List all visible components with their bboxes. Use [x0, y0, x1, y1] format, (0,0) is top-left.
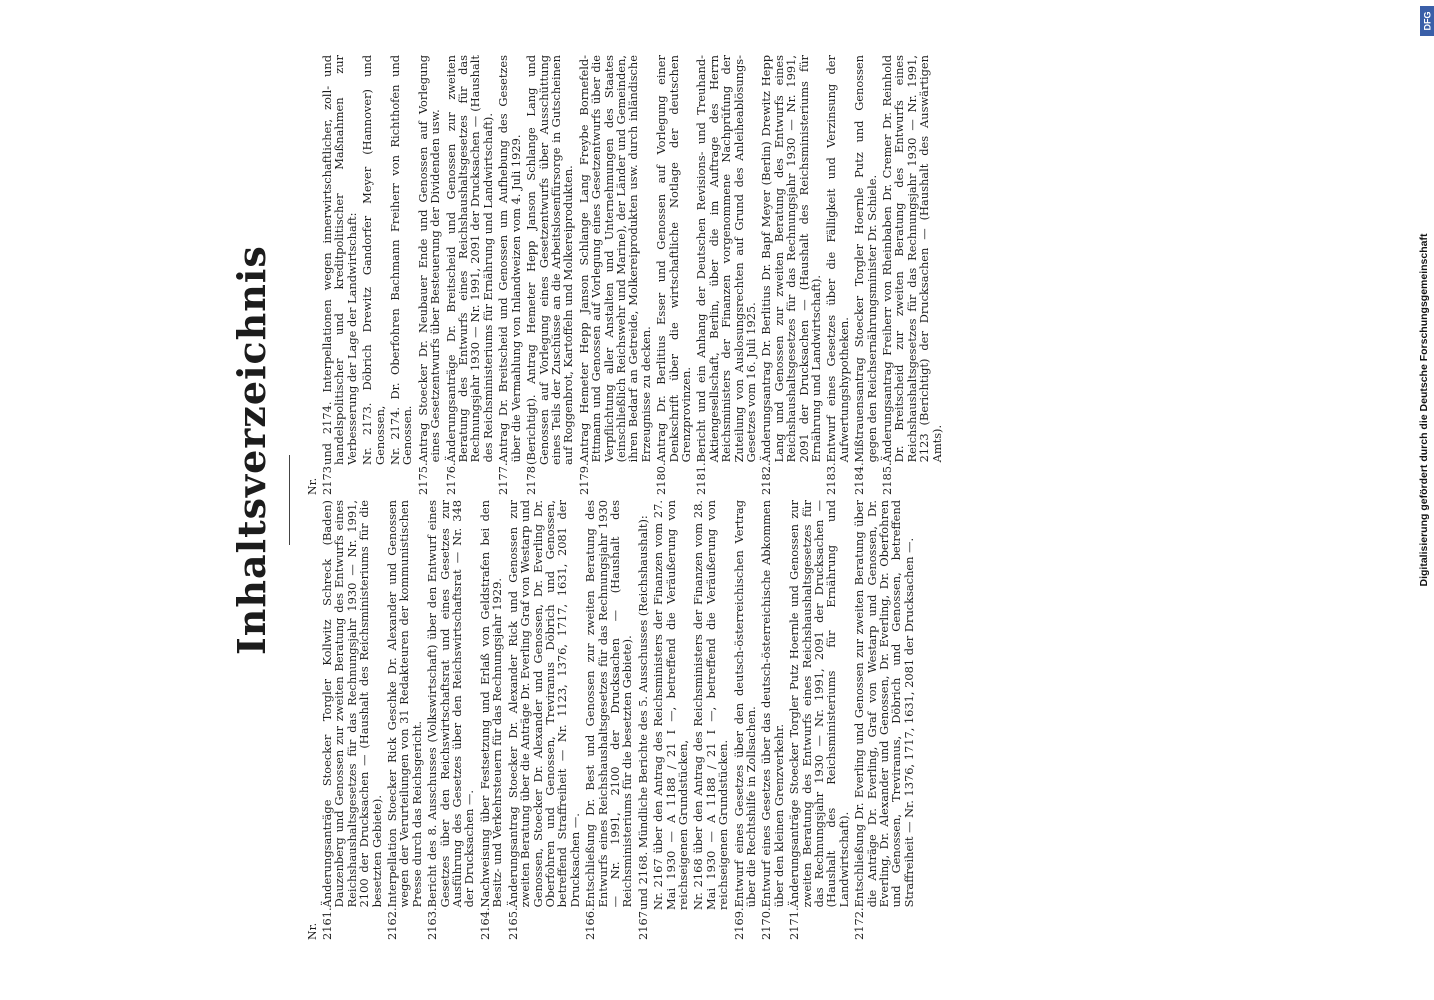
entry-number: 2185. — [880, 462, 895, 495]
list-item — [525, 55, 575, 495]
funding-note — [1418, 233, 1434, 587]
entry-text: Interpellation Stoecker Rick Geschke Dr. Alexander und Genossen wegen der Verurteilungen von 31 Redakteuren der kommunistischen Presse durch das Reichsgericht. — [385, 500, 424, 908]
entry-number: 2172. — [852, 907, 867, 940]
entry-number: 2182. — [759, 462, 774, 495]
entry-text: Nachweisung über Festsetzung und Erlaß von Geldstrafen bei den Besitz- und Verkehrsteuern für das Rechnungsjahr 1929. — [477, 500, 505, 908]
entry-number: 2177. — [496, 462, 511, 495]
entry-text: Antrag Hemeter Hepp Janson Schlange Lang Freybe Bornefeld-Ettmann und Genossen auf Vorlegung eines Gesetzentwurfs über die Verpflichtung aller Anstalten und Unternehmungen des Staates (einschließlich Reichswehr und Marine), der Länder und Gemeinden, ihren Bedarf an Getreide, Molkereiprodukten usw. durch inländische Erzeugnisse zu decken. — [576, 55, 653, 463]
list-item — [417, 55, 442, 495]
list-item — [497, 55, 522, 495]
list-item — [655, 55, 692, 495]
list-item — [637, 500, 649, 940]
right-column — [307, 55, 946, 495]
entry-text: Antrag Dr. Breitscheid und Genossen um Aufhebung des Gesetzes über die Vermahlung von Inlandweizen vom 4. Juli 1929. — [496, 55, 523, 463]
list-item — [760, 55, 822, 495]
page-title: Inhaltsverzeichnis — [229, 245, 274, 655]
entry-number: 2184. — [852, 462, 867, 495]
list-item — [479, 500, 504, 940]
title-rule — [289, 455, 290, 545]
entry-number: 2162. — [385, 907, 400, 940]
entry-number: 2180. — [654, 462, 669, 495]
entry-number: 2161. — [320, 907, 334, 940]
entry-number: 2163. — [425, 907, 440, 940]
list-item — [853, 500, 915, 940]
entry-text: Bericht des 8. Ausschusses (Volkswirtschaft) über den Entwurf eines Gesetzes über den Reichswirtschaftsrat und eines Gesetzes zur Ausführung des Gesetzes über den Reichswirtschaftsrat — Nr. 348 der Drucksachen —. — [425, 500, 477, 908]
entry-number: 2179. — [576, 462, 591, 495]
list-item — [881, 55, 943, 495]
entry-number: 2169. — [731, 907, 746, 940]
entry-number: 2181. — [694, 462, 709, 495]
entry-text: Änderungsanträge Stoecker Torgler Kollwitz Schreck (Baden) Dauzenberg und Genossen zur zweiten Beratung des Entwurfs eines Reichshaushaltsgesetzes für das Rechnungsjahr 1930 — Nr. 1991, 2100 der Drucksachen — (Haushalt des Reichsministeriums für die besetzten Gebiete). — [320, 500, 384, 908]
entry-list-right — [321, 55, 943, 495]
entry-number — [389, 465, 414, 495]
funding-note-text: Digitalisierung gefördert durch die Deutsche Forschungsgemeinschaft — [1418, 233, 1430, 587]
entry-number: 2171. — [787, 907, 802, 940]
list-item — [652, 500, 689, 940]
entry-number — [652, 910, 689, 940]
entry-text: Entschließung Dr. Best und Genossen zur zweiten Beratung des Entwurfs eines Reichshaushaltsgesetzes für das Rechnungsjahr 1930 — Nr. 1991, 2100 der Drucksachen — (Haushalt des Reichsministeriums für die besetzten Gebiete). — [583, 500, 635, 908]
entry-text: Bericht und ein Anhang der Deutschen Revisions- und Treuhand-Aktiengesellschaft, Berlin, über die im Auftrage des Herrn Reichsministers der Finanzen vorgenommene Nachprüfung der Zuteilung von Auslosungsrechten auf Grund des Anleiheablösungs-Gesetzes vom 16. Juli 1925. — [694, 55, 758, 463]
entry-text: Entschließung Dr. Everling und Genossen zur zweiten Beratung über die Anträge Dr. Everling, Graf von Westarp und Genossen, Dr. Everling, Dr. Alexander und Genossen, Dr. Everling, Dr. Oberfohren und Genossen, Treviranus, Döbrich und Genossen, betreffend Straffreiheit — Nr. 1376, 1717, 1631, 2081 der Drucksachen —. — [852, 500, 916, 908]
list-item — [853, 55, 878, 495]
entry-text: Nr. 2174. Dr. Oberfohren Bachmann Freiherr von Richthofen und Genossen. — [388, 55, 415, 465]
list-item — [733, 500, 758, 940]
entry-number — [692, 910, 729, 940]
entry-text: Nr. 2173. Döbrich Drewitz Gandorfer Meyer (Hannover) und Genossen, — [360, 55, 387, 465]
entry-text: und 2168. Mündliche Berichte des 5. Ausschusses (Reichshaushalt): — [635, 515, 650, 910]
list-item — [426, 500, 476, 940]
entry-text: Entwurf eines Gesetzes über das deutsch-österreichische Abkommen über den kleinen Grenzverkehr. — [759, 500, 786, 908]
entry-number: 2166. — [583, 907, 598, 940]
list-item — [321, 500, 383, 940]
entry-number: 2165. — [505, 907, 520, 940]
entry-number: 2173 — [320, 466, 334, 495]
entry-number: 2164. — [477, 907, 492, 940]
entry-text: Nr. 2167 über den Antrag des Reichsministers der Finanzen vom 27. Mai 1930 — A 1188 / 21 I —, betreffend die Veräußerung von reichseigenen Grundstücken, — [651, 500, 690, 910]
document-page — [217, 0, 1247, 1000]
entry-list-left — [321, 500, 915, 940]
list-item — [507, 500, 581, 940]
list-item — [788, 500, 850, 940]
column-label: Nr. — [306, 477, 319, 495]
list-item — [361, 55, 386, 495]
entry-text: Mißtrauensantrag Stoecker Torgler Hoernle Putz und Genossen gegen den Reichsernährungsminister Dr. Schiele. — [852, 55, 879, 463]
entry-text: Entwurf eines Gesetzes über den deutsch-österreichischen Vertrag über die Rechtshilfe in Zollsachen. — [731, 500, 758, 908]
column-label: Nr. — [306, 922, 319, 940]
list-item — [692, 500, 729, 940]
entry-number: 2167 — [635, 911, 650, 940]
list-item — [321, 55, 358, 495]
entry-number: 2176. — [443, 462, 458, 495]
entry-text: Änderungsanträge Dr. Breitscheid und Genossen zur zweiten Beratung des Entwurfs eines Reichshaushaltsgesetzes für das Rechnungsjahr 1930 — Nr. 1991, 2091 der Drucksachen — (Haushalt des Reichsministeriums für Ernährung und Landwirtschaft). — [443, 55, 495, 463]
entry-number: 2170. — [759, 907, 774, 940]
list-item — [386, 500, 423, 940]
list-item — [760, 500, 785, 940]
dfg-logo — [1420, 6, 1434, 36]
entry-number — [361, 465, 386, 495]
left-column — [307, 500, 918, 940]
list-item — [389, 55, 414, 495]
entry-text: Änderungsantrag Dr. Berlitius Dr. Bapf Meyer (Berlin) Drewitz Hepp Lang und Genossen zur zweiten Beratung des Entwurfs eines Reichshaushaltsgesetzes für das Rechnungsjahr 1930 — Nr. 1991, 2091 der Drucksachen — (Haushalt des Reichsministeriums für Ernährung und Landwirtschaft). — [759, 55, 824, 463]
entry-text: und 2174. Interpellationen wegen innerwirtschaftlicher, zoll- und handelspolitischer und kreditpolitischer Maßnahmen zur Verbesserung der Lage der Landwirtschaft: — [320, 55, 359, 465]
entry-number: 2178 — [524, 466, 539, 495]
entry-text: Änderungsanträge Stoecker Torgler Putz Hoernle und Genossen zur zweiten Beratung des Entwurfs eines Reichshaushaltsgesetzes für das Rechnungsjahr 1930 — Nr. 1991, 2091 der Drucksachen — (Haushalt des Reichsministeriums für Ernährung und Landwirtschaft). — [787, 500, 851, 908]
entry-text: Entwurf eines Gesetzes über die Fälligkeit und Verzinsung der Aufwertungshypotheken. — [824, 55, 851, 463]
entry-number: 2183. — [824, 462, 839, 495]
entry-text: Änderungsantrag Stoecker Dr. Alexander Rick und Genossen zur zweiten Beratung über die Anträge Dr. Everling Graf von Westarp und Genossen, Stoecker Dr. Alexander und Genossen, Dr. Everling Dr. Oberfohren und Genossen, Treviranus Döbrich und Genossen, betreffend Straffreiheit — Nr. 1123, 1376, 1717, 1631, 2081 der Drucksachen —. — [505, 500, 582, 908]
list-item — [695, 55, 757, 495]
list-item — [578, 55, 652, 495]
list-item — [825, 55, 850, 495]
entry-text: Nr. 2168 über den Antrag des Reichsministers der Finanzen vom 28. Mai 1930 — A 1188 / 21 I —, betreffend die Veräußerung von reichseigenen Grundstücken. — [691, 500, 731, 910]
list-item — [445, 55, 495, 495]
entry-text: Antrag Stoecker Dr. Neubauer Ende und Genossen auf Vorlegung eines Gesetzentwurfs über Besteuerung der Dividenden usw. — [415, 55, 443, 463]
dfg-logo-text: DFG — [1422, 11, 1432, 31]
entry-number: 2175. — [415, 462, 430, 495]
entry-text: (Berichtigt). Antrag Hemeter Hepp Janson Schlange Lang und Genossen auf Vorlegung eines Gesetzentwurfs über Ausschüttung eines Teils der Zuschüsse an die Arbeitslosenfürsorge in Gutscheinen auf Roggenbrot, Kartoffeln und Molkereiprodukten. — [524, 55, 576, 465]
entry-text: Änderungsantrag Freiherr von Rheinbaben Dr. Cremer Dr. Reinhold Dr. Breitscheid zur zweiten Beratung des Entwurfs eines Reichshaushaltsgesetzes für das Rechnungsjahr 1930 — Nr. 1991, 2123 (Berichtigt) der Drucksachen — (Haushalt des Auswärtigen Amts). — [880, 55, 944, 463]
entry-text: Antrag Dr. Berlitius Esser und Genossen auf Vorlegung einer Denkschrift über die wirtschaftliche Notlage der deutschen Grenzprovinzen. — [654, 55, 693, 463]
list-item — [584, 500, 634, 940]
